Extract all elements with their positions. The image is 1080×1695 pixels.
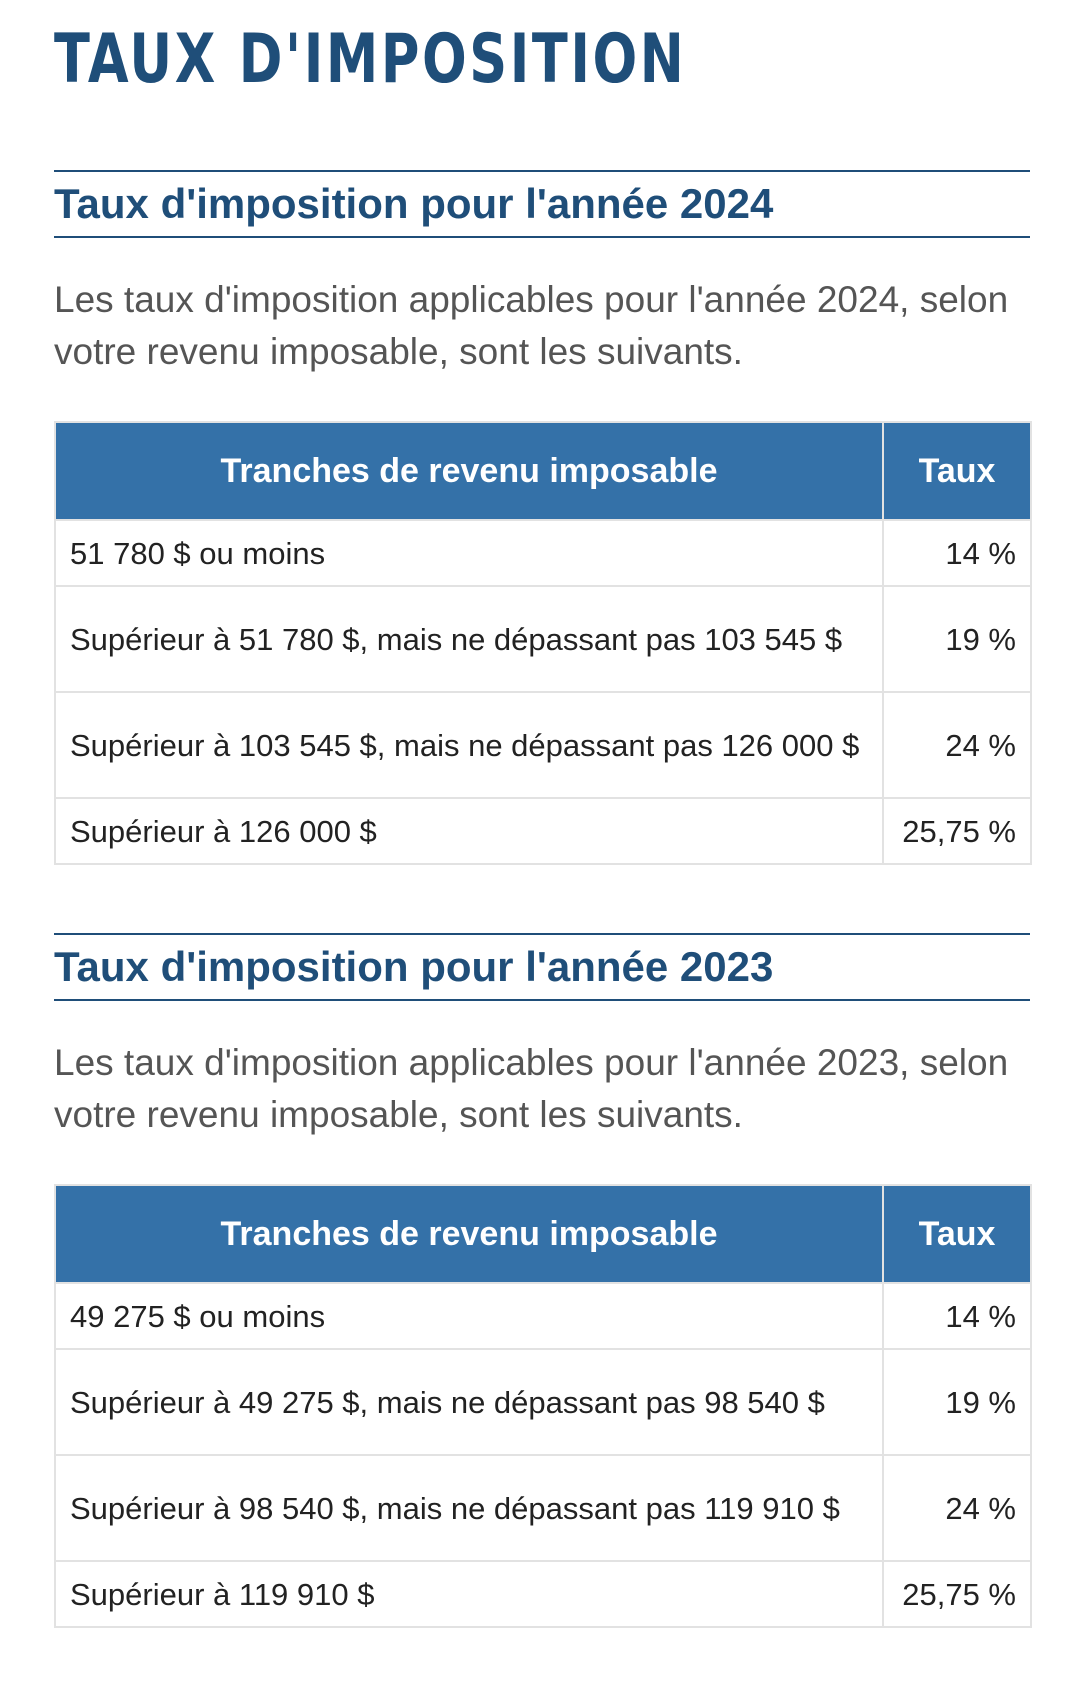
bracket-cell: 49 275 $ ou moins: [55, 1283, 883, 1349]
section-heading-2023: Taux d'imposition pour l'année 2023: [54, 933, 1030, 1001]
table-row: [55, 1349, 1031, 1455]
column-header-rate: Taux: [883, 1185, 1031, 1283]
section-heading-2024: Taux d'imposition pour l'année 2024: [54, 170, 1030, 238]
rate-cell: 24 %: [883, 692, 1031, 798]
section-2023: [54, 933, 1030, 1628]
tax-rate-table-2024: [54, 421, 1032, 865]
table-header-row: [55, 422, 1031, 520]
section-2024: [54, 170, 1030, 865]
bracket-cell: Supérieur à 98 540 $, mais ne dépassant pas 119 910 $: [55, 1455, 883, 1561]
bracket-cell: Supérieur à 103 545 $, mais ne dépassant pas 126 000 $: [55, 692, 883, 798]
bracket-cell: 51 780 $ ou moins: [55, 520, 883, 586]
section-intro-2023: Les taux d'imposition applicables pour l'année 2023, selon votre revenu imposable, sont les suivants.: [54, 1042, 1009, 1135]
rate-cell: 24 %: [883, 1455, 1031, 1561]
table-row: [55, 586, 1031, 692]
table-row: [55, 1283, 1031, 1349]
table-row: [55, 520, 1031, 586]
rate-cell: 14 %: [883, 520, 1031, 586]
table-row: [55, 1455, 1031, 1561]
bracket-cell: Supérieur à 49 275 $, mais ne dépassant pas 98 540 $: [55, 1349, 883, 1455]
page-content: [54, 0, 1030, 1628]
bracket-cell: Supérieur à 119 910 $: [55, 1561, 883, 1627]
table-row: [55, 798, 1031, 864]
bracket-cell: Supérieur à 126 000 $: [55, 798, 883, 864]
table-row: [55, 692, 1031, 798]
column-header-rate: Taux: [883, 422, 1031, 520]
tax-rate-table-2023: [54, 1184, 1032, 1628]
rate-cell: 14 %: [883, 1283, 1031, 1349]
column-header-brackets: Tranches de revenu imposable: [55, 422, 883, 520]
rate-cell: 19 %: [883, 1349, 1031, 1455]
rate-cell: 25,75 %: [883, 798, 1031, 864]
column-header-brackets: Tranches de revenu imposable: [55, 1185, 883, 1283]
table-header-row: [55, 1185, 1031, 1283]
table-row: [55, 1561, 1031, 1627]
rate-cell: 19 %: [883, 586, 1031, 692]
bracket-cell: Supérieur à 51 780 $, mais ne dépassant pas 103 545 $: [55, 586, 883, 692]
section-intro-2024: Les taux d'imposition applicables pour l'année 2024, selon votre revenu imposable, sont les suivants.: [54, 279, 1009, 372]
rate-cell: 25,75 %: [883, 1561, 1031, 1627]
page-title: TAUX D'IMPOSITION: [54, 20, 687, 99]
